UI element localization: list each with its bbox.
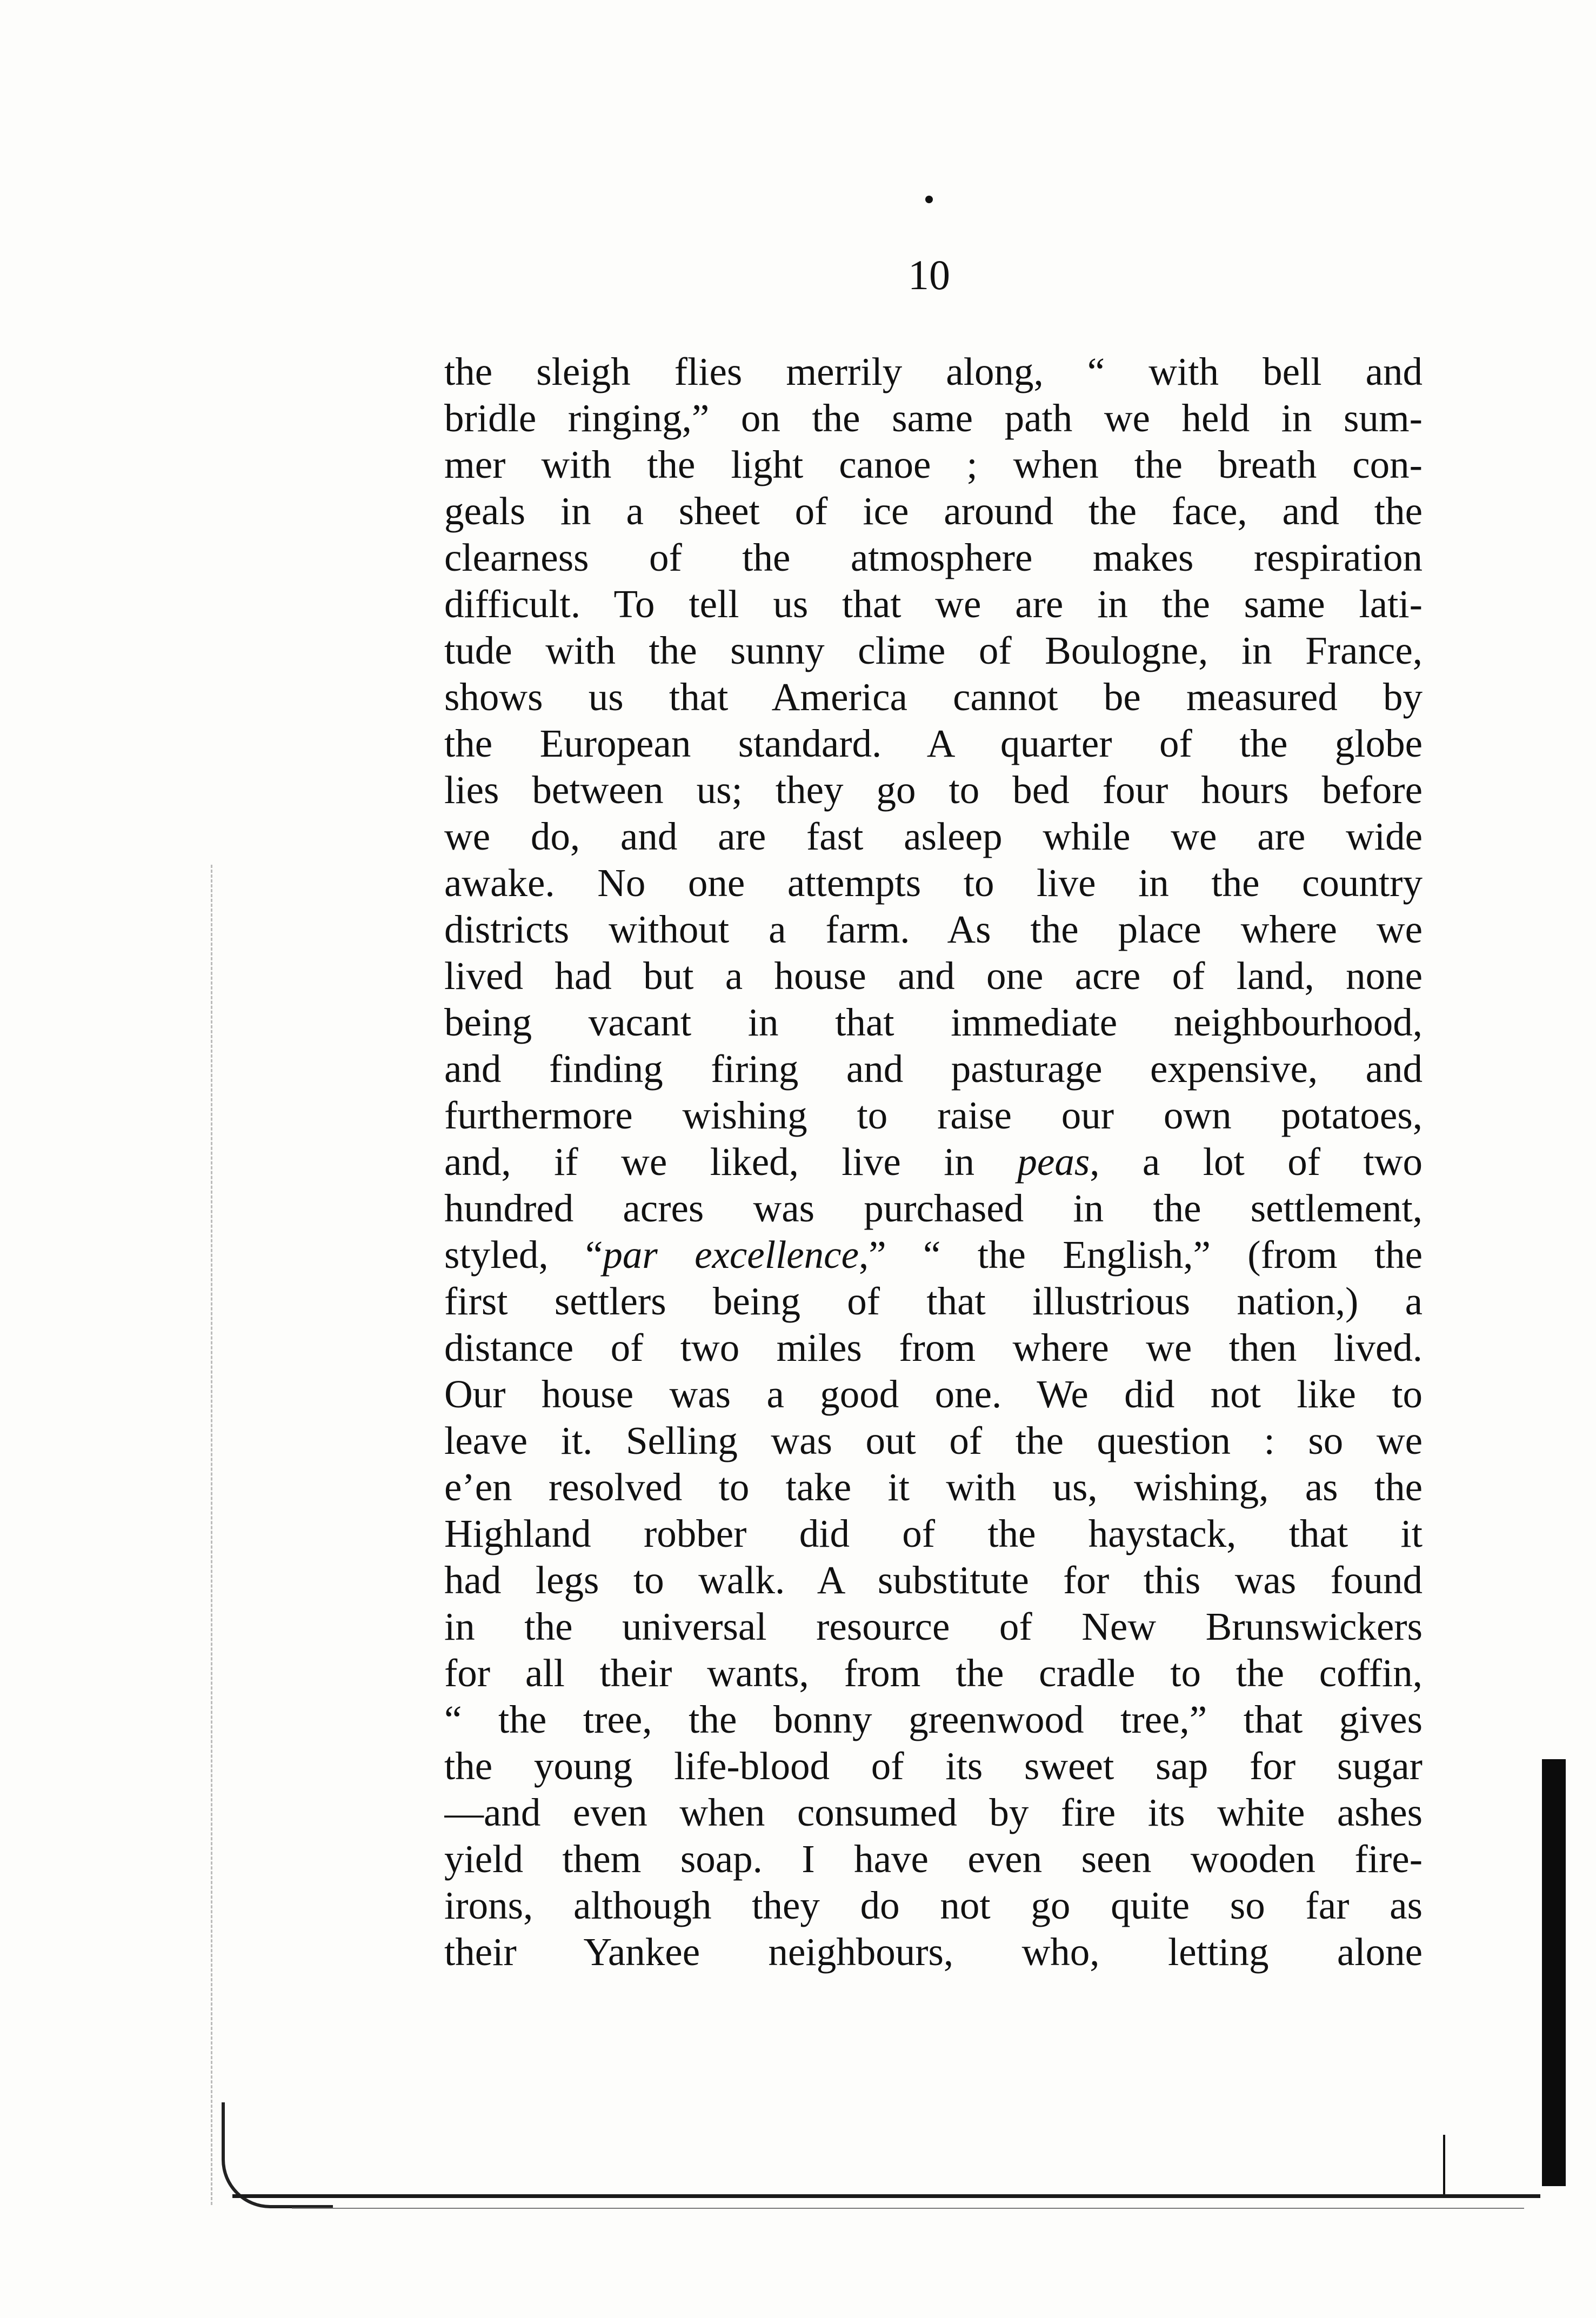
text-line: the young life-blood of its sweet sap for sugar [444, 1744, 1423, 1788]
text-line: awake. No one attempts to live in the country [444, 861, 1423, 905]
text-line: tude with the sunny clime of Boulogne, in France, [444, 629, 1423, 672]
text-line: hundred acres was purchased in the settlement, [444, 1186, 1423, 1230]
text-line: Our house was a good one. We did not like to [444, 1372, 1423, 1416]
text-line: irons, although they do not go quite so far as [444, 1883, 1423, 1927]
text-line: in the universal resource of New Brunswickers [444, 1605, 1423, 1648]
text-line: distance of two miles from where we then lived. [444, 1326, 1423, 1370]
text-line: had legs to walk. A substitute for this was found [444, 1558, 1423, 1602]
text-line: furthermore wishing to raise our own potatoes, [444, 1093, 1423, 1137]
text-line: difficult. To tell us that we are in the same lati- [444, 582, 1423, 626]
margin-bleed-marks [211, 865, 234, 2205]
text-line: styled, “par excellence,” “ the English,” (from the [444, 1233, 1423, 1277]
bottom-rule [232, 2194, 1540, 2198]
text-line: Highland robber did of the haystack, that it [444, 1512, 1423, 1555]
printer-mark [925, 196, 933, 203]
margin-tick [1443, 2135, 1445, 2194]
text-line: shows us that America cannot be measured by [444, 675, 1423, 719]
bottom-rule-shadow [292, 2208, 1524, 2209]
text-line: mer with the light canoe ; when the breath con- [444, 443, 1423, 486]
text-line: the sleigh flies merrily along, “ with bell and [444, 350, 1423, 393]
text-line: lived had but a house and one acre of land, none [444, 954, 1423, 998]
text-line: for all their wants, from the cradle to the coffin, [444, 1651, 1423, 1695]
text-line: lies between us; they go to bed four hours before [444, 768, 1423, 812]
text-line: districts without a farm. As the place where we [444, 907, 1423, 951]
text-line: bridle ringing,” on the same path we held in sum- [444, 396, 1423, 440]
text-line: the European standard. A quarter of the globe [444, 722, 1423, 765]
text-line: we do, and are fast asleep while we are wide [444, 814, 1423, 858]
text-line: and finding firing and pasturage expensive, and [444, 1047, 1423, 1091]
page-number: 10 [908, 251, 950, 298]
text-line: being vacant in that immediate neighbourhood, [444, 1000, 1423, 1044]
text-line: e’en resolved to take it with us, wishing, as the [444, 1465, 1423, 1509]
text-line: geals in a sheet of ice around the face, and the [444, 489, 1423, 533]
text-line: their Yankee neighbours, who, letting alone [444, 1930, 1423, 1974]
text-line: —and even when consumed by fire its white ashes [444, 1791, 1423, 1834]
scan-edge-bar [1542, 1759, 1566, 2186]
text-line: clearness of the atmosphere makes respiration [444, 536, 1423, 579]
text-line: leave it. Selling was out of the question : so we [444, 1419, 1423, 1462]
corner-scribble [222, 2102, 333, 2208]
text-line: yield them soap. I have even seen wooden fire- [444, 1837, 1423, 1881]
text-line: first settlers being of that illustrious nation,) a [444, 1279, 1423, 1323]
body-text [444, 349, 1423, 1975]
text-line: and, if we liked, live in peas, a lot of two [444, 1140, 1423, 1184]
text-line: “ the tree, the bonny greenwood tree,” that gives [444, 1698, 1423, 1741]
